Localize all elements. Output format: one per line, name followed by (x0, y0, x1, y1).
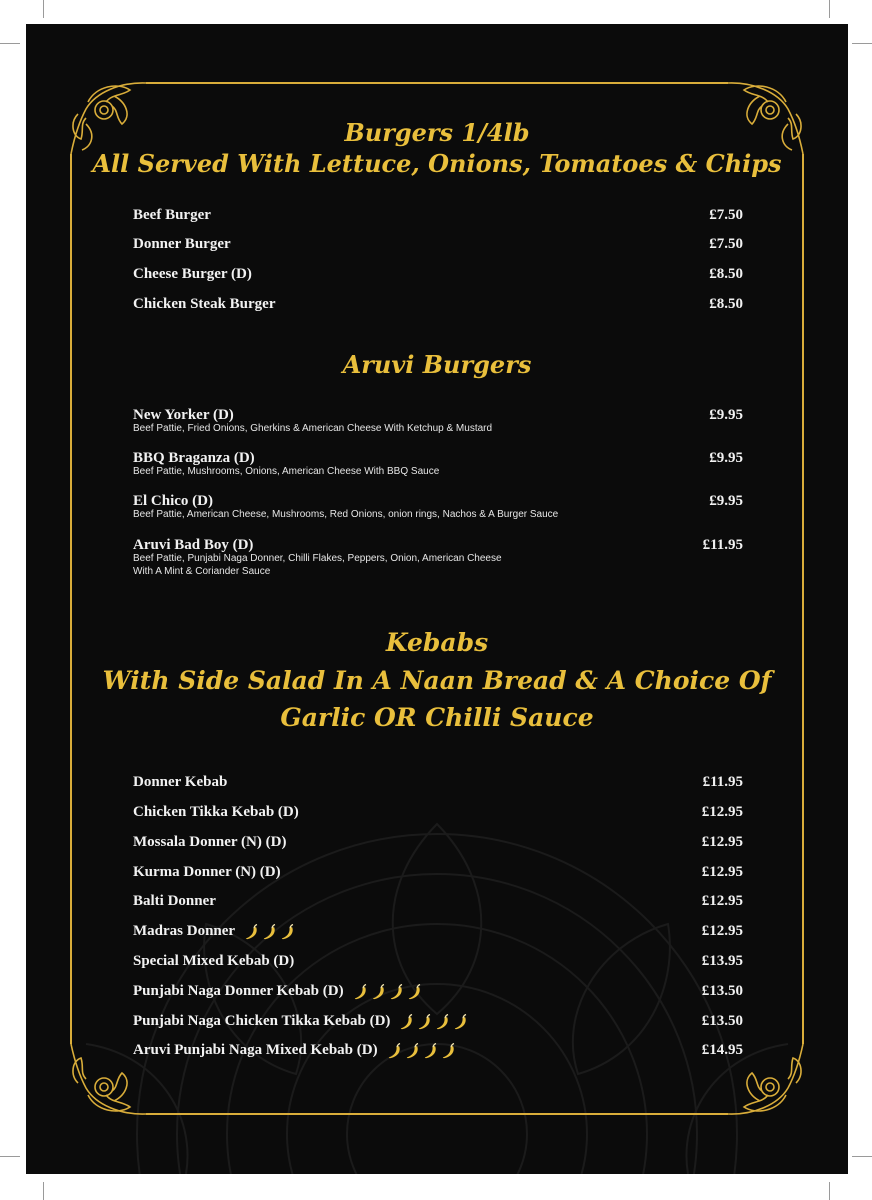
menu-item (133, 448, 743, 484)
item-name: Chicken Tikka Kebab (D) (133, 804, 299, 820)
chilli-icon (399, 1014, 414, 1030)
item-name: BBQ Braganza (D) (133, 450, 255, 466)
item-price: £12.95 (701, 804, 743, 820)
menu-item (133, 205, 743, 229)
chilli-icon (280, 924, 295, 940)
burgers-subtitle: All Served With Lettuce, Onions, Tomatoes & Chips (92, 149, 782, 178)
chilli-icon (407, 984, 422, 1000)
chilli-icon (389, 984, 404, 1000)
item-price: £9.95 (709, 407, 743, 423)
crop-mark (0, 43, 20, 44)
menu-item (133, 862, 743, 886)
item-name: Aruvi Punjabi Naga Mixed Kebab (D) (133, 1040, 456, 1060)
chilli-rating (384, 1042, 456, 1058)
item-name: Punjabi Naga Chicken Tikka Kebab (D) (133, 1011, 468, 1031)
crop-mark (829, 1182, 830, 1200)
kebabs-subtitle-line2: Garlic OR Chilli Sauce (280, 703, 594, 732)
crop-mark (0, 1156, 20, 1157)
item-name: Chicken Steak Burger (133, 296, 276, 312)
item-price: £13.50 (701, 983, 743, 999)
chilli-icon (435, 1014, 450, 1030)
item-price: £12.95 (701, 893, 743, 909)
item-name: New Yorker (D) (133, 407, 234, 423)
item-price: £8.50 (709, 296, 743, 312)
crop-mark (43, 0, 44, 18)
chilli-icon (371, 984, 386, 1000)
item-name: Punjabi Naga Donner Kebab (D) (133, 981, 422, 1001)
item-name: Cheese Burger (D) (133, 266, 252, 282)
item-description: Beef Pattie, American Cheese, Mushrooms, Red Onions, onion rings, Nachos & A Burger Sauce (133, 509, 559, 520)
chilli-rating (241, 923, 295, 939)
kebabs-title: Kebabs (385, 628, 489, 657)
menu-item (133, 802, 743, 826)
item-name: Balti Donner (133, 893, 216, 909)
item-price: £13.95 (701, 953, 743, 969)
item-price: £7.50 (709, 207, 743, 223)
crop-mark (852, 43, 872, 44)
chilli-icon (244, 924, 259, 940)
chilli-rating (350, 983, 422, 999)
menu-item (133, 294, 743, 318)
chilli-icon (387, 1043, 402, 1059)
aruvi-burgers-title: Aruvi Burgers (342, 350, 532, 379)
chilli-icon (353, 984, 368, 1000)
chilli-icon (405, 1043, 420, 1059)
menu-item (133, 535, 743, 581)
item-price: £12.95 (701, 864, 743, 880)
item-name: Mossala Donner (N) (D) (133, 834, 287, 850)
menu-item (133, 234, 743, 258)
item-name: Beef Burger (133, 207, 211, 223)
chilli-icon (453, 1014, 468, 1030)
chilli-icon (423, 1043, 438, 1059)
menu-item (133, 491, 743, 527)
item-price: £9.95 (709, 450, 743, 466)
item-price: £9.95 (709, 493, 743, 509)
item-description: Beef Pattie, Punjabi Naga Donner, Chilli Flakes, Peppers, Onion, American Cheese (133, 553, 502, 564)
item-price: £13.50 (701, 1013, 743, 1029)
item-name: Kurma Donner (N) (D) (133, 864, 281, 880)
burgers-title: Burgers 1/4lb (344, 118, 530, 147)
item-price: £14.95 (701, 1042, 743, 1058)
menu-item (133, 405, 743, 441)
item-description-line2: With A Mint & Coriander Sauce (133, 566, 271, 577)
menu-item (133, 951, 743, 975)
chilli-icon (262, 924, 277, 940)
kebabs-subtitle-line1: With Side Salad In A Naan Bread & A Choice Of (102, 666, 772, 695)
item-name: Donner Kebab (133, 774, 228, 790)
item-name: Madras Donner (133, 921, 295, 941)
item-name: Special Mixed Kebab (D) (133, 953, 295, 969)
item-name: Donner Burger (133, 236, 231, 252)
menu-item (133, 921, 743, 945)
menu-item (133, 832, 743, 856)
chilli-rating (396, 1013, 468, 1029)
menu-item (133, 264, 743, 288)
item-price: £12.95 (701, 834, 743, 850)
crop-mark (43, 1182, 44, 1200)
menu-item (133, 981, 743, 1005)
menu-item (133, 891, 743, 915)
item-price: £11.95 (702, 537, 743, 553)
item-name: Aruvi Bad Boy (D) (133, 537, 254, 553)
item-price: £7.50 (709, 236, 743, 252)
chilli-icon (417, 1014, 432, 1030)
item-price: £12.95 (701, 923, 743, 939)
menu-item (133, 1040, 743, 1064)
menu-item (133, 1011, 743, 1035)
item-price: £11.95 (702, 774, 743, 790)
menu-item (133, 772, 743, 796)
item-name: El Chico (D) (133, 493, 213, 509)
item-price: £8.50 (709, 266, 743, 282)
chilli-icon (441, 1043, 456, 1059)
item-description: Beef Pattie, Fried Onions, Gherkins & American Cheese With Ketchup & Mustard (133, 423, 493, 434)
crop-mark (852, 1156, 872, 1157)
crop-mark (829, 0, 830, 18)
item-description: Beef Pattie, Mushrooms, Onions, American Cheese With BBQ Sauce (133, 466, 440, 477)
menu-page (26, 24, 848, 1174)
